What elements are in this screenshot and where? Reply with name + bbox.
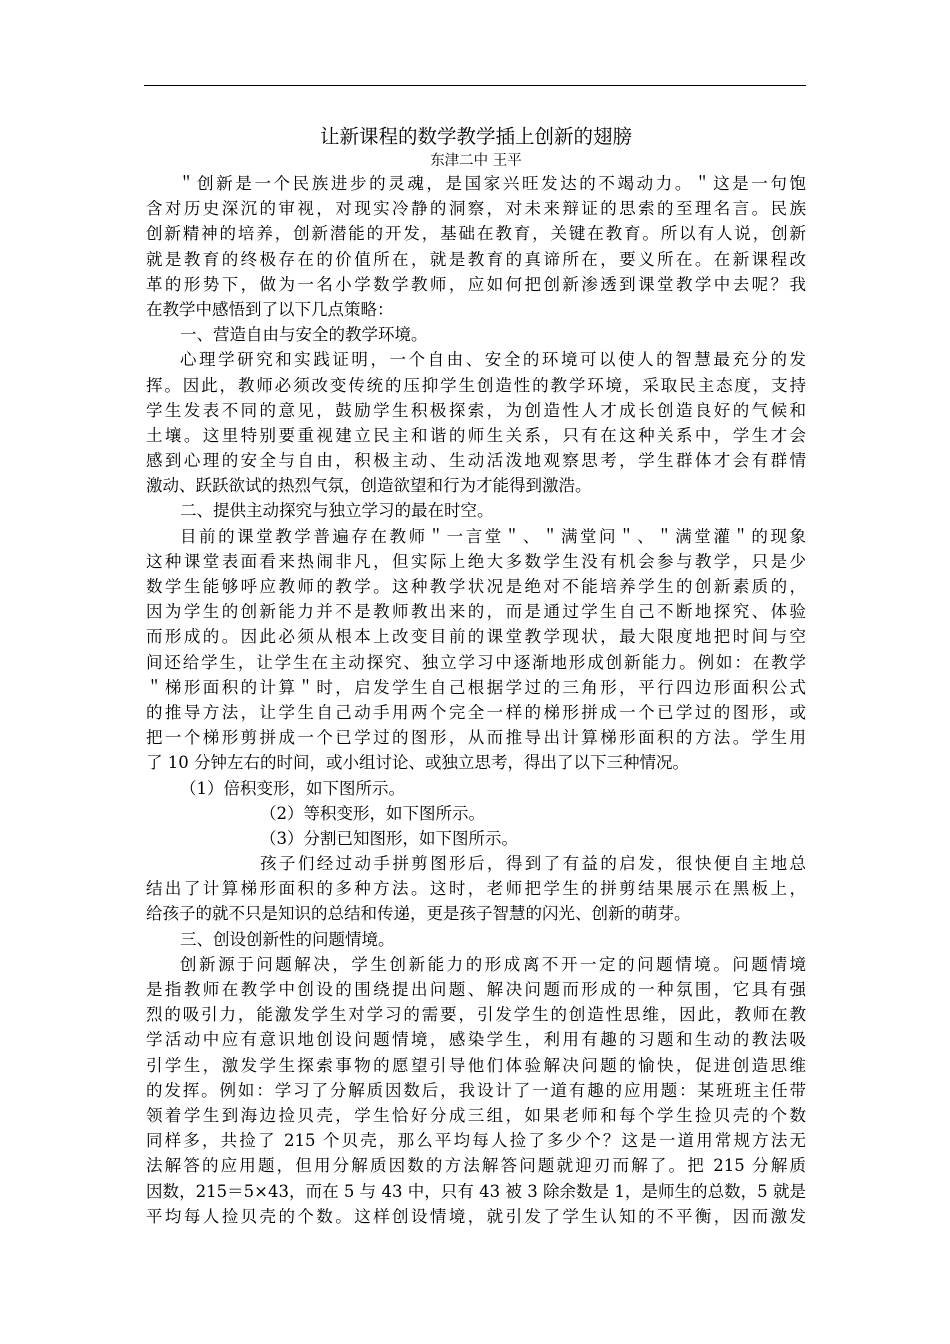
text-line: 的推导方法，让学生自己动手用两个完全一样的梯形拼成一个已学过的图形，或	[146, 702, 806, 722]
text-line: 烈的吸引力，能激发学生对学习的需要，引发学生的创造性思维，因此，教师在教	[146, 1005, 806, 1025]
text-line: 而形成的。因此必须从根本上改变目前的课堂教学现状，最大限度地把时间与空	[146, 627, 806, 647]
text-line: 这种课堂表面看来热闹非凡，但实际上绝大多数学生没有机会参与教学，只是少	[146, 551, 806, 571]
text-line: 一、营造自由与安全的教学环境。	[180, 325, 428, 345]
text-line: 三、创设创新性的问题情境。	[180, 929, 395, 949]
text-line: 间还给学生，让学生在主动探究、独立学习中逐渐地形成创新能力。例如：在教学	[146, 652, 806, 672]
text-line: 因为学生的创新能力并不是教师教出来的，而是通过学生自己不断地探究、体验	[146, 602, 806, 622]
text-line: 就是教育的终极存在的价值所在，就是教育的真谛所在，要义所在。在新课程改	[146, 249, 806, 269]
text-line: 学生发表不同的意见，鼓励学生积极探索，为创造性人才成长创造良好的气候和	[146, 400, 806, 420]
text-line: 激动、跃跃欲试的热烈气氛，创造欲望和行为才能得到激浩。	[146, 476, 592, 496]
text-line: ＂梯形面积的计算＂时，启发学生自己根据学过的三角形，平行四边形面积公式	[146, 677, 806, 697]
text-line: 的发挥。例如：学习了分解质因数后，我设计了一道有趣的应用题：某班班主任带	[146, 1080, 806, 1100]
text-line: （3）分割已知图形，如下图所示。	[260, 828, 518, 848]
text-line: 挥。因此，教师必须改变传统的压抑学生创造性的教学环境，采取民主态度，支持	[146, 375, 806, 395]
text-line: 孩子们经过动手拼剪图形后，得到了有益的启发，很快便自主地总	[260, 854, 806, 874]
text-line: 同样多，共捡了 215 个贝壳，那么平均每人捡了多少个？这是一道用常规方法无	[146, 1131, 806, 1151]
document-body	[146, 123, 806, 1229]
text-line: 把一个梯形剪拼成一个已学过的图形，从而推导出计算梯形面积的方法。学生用	[146, 728, 806, 748]
text-line: 目前的课堂教学普遍存在教师＂一言堂＂、＂满堂问＂、＂满堂灌＂的现象	[180, 526, 806, 546]
header-rule	[144, 85, 806, 86]
text-line: （2）等积变形，如下图所示。	[260, 803, 485, 823]
text-line: 革的形势下，做为一名小学数学教师，应如何把创新渗透到课堂教学中去呢？我	[146, 274, 806, 294]
text-line: 领着学生到海边捡贝壳，学生恰好分成三组，如果老师和每个学生捡贝壳的个数	[146, 1105, 806, 1125]
text-line: 学活动中应有意识地创设问题情境，感染学生，利用有趣的习题和生动的教法吸	[146, 1030, 806, 1050]
text-line: 了 10 分钟左右的时间，或小组讨论、或独立思考，得出了以下三种情况。	[146, 753, 689, 773]
text-line: 法解答的应用题，但用分解质因数的方法解答问题就迎刃而解了。把 215 分解质	[146, 1156, 806, 1176]
text-line: ＂创新是一个民族进步的灵魂，是国家兴旺发达的不竭动力。＂这是一句饱	[178, 174, 806, 193]
text-line: 含对历史深沉的审视，对现实冷静的洞察，对未来辩证的思索的至理名言。民族	[146, 199, 806, 219]
text-line: 是指教师在教学中创设的围绕提出问题、解决问题而形成的一种氛围，它具有强	[146, 980, 806, 999]
text-line: 心理学研究和实践证明，一个自由、安全的环境可以使人的智慧最充分的发	[180, 350, 806, 370]
text-line: 创新源于问题解决，学生创新能力的形成离不开一定的问题情境。问题情境	[180, 954, 806, 974]
body-text	[146, 171, 806, 1229]
text-line: 感到心理的安全与自由，积极主动、生动活泼地观察思考，学生群体才会有群情	[146, 451, 806, 471]
text-line: 二、提供主动探究与独立学习的最在时空。	[180, 501, 494, 521]
text-line: 结出了计算梯形面积的多种方法。这时，老师把学生的拼剪结果展示在黑板上，	[146, 879, 806, 899]
text-line: 数学生能够呼应教师的教学。这种教学状况是绝对不能培养学生的创新素质的，	[146, 577, 806, 596]
document-author: 东津二中 王平	[430, 153, 522, 169]
text-line: 创新精神的培养，创新潜能的开发，基础在教育，关键在教育。所以有人说，创新	[146, 224, 806, 244]
text-line: 引学生，激发学生探索事物的愿望引导他们体验解决问题的愉快，促进创造思维	[146, 1055, 806, 1075]
text-line: 土壤。这里特别要重视建立民主和谐的师生关系，只有在这种关系中，学生才会	[146, 425, 806, 445]
document-title: 让新课程的数学教学插上创新的翅膀	[319, 125, 632, 148]
text-line: 平均每人捡贝壳的个数。这样创设情境，就引发了学生认知的不平衡，因而激发	[146, 1206, 806, 1226]
text-line: 因数，215＝5×43，而在 5 与 43 中，只有 43 被 3 除余数是 1，是师生的总数，5 就是	[146, 1181, 806, 1201]
text-line: 在教学中感悟到了以下几点策略：	[146, 299, 394, 319]
text-line: 给孩子的就不只是知识的总结和传递，更是孩子智慧的闪光、创新的萌芽。	[146, 904, 691, 924]
text-line: （1）倍积变形，如下图所示。	[180, 778, 405, 798]
